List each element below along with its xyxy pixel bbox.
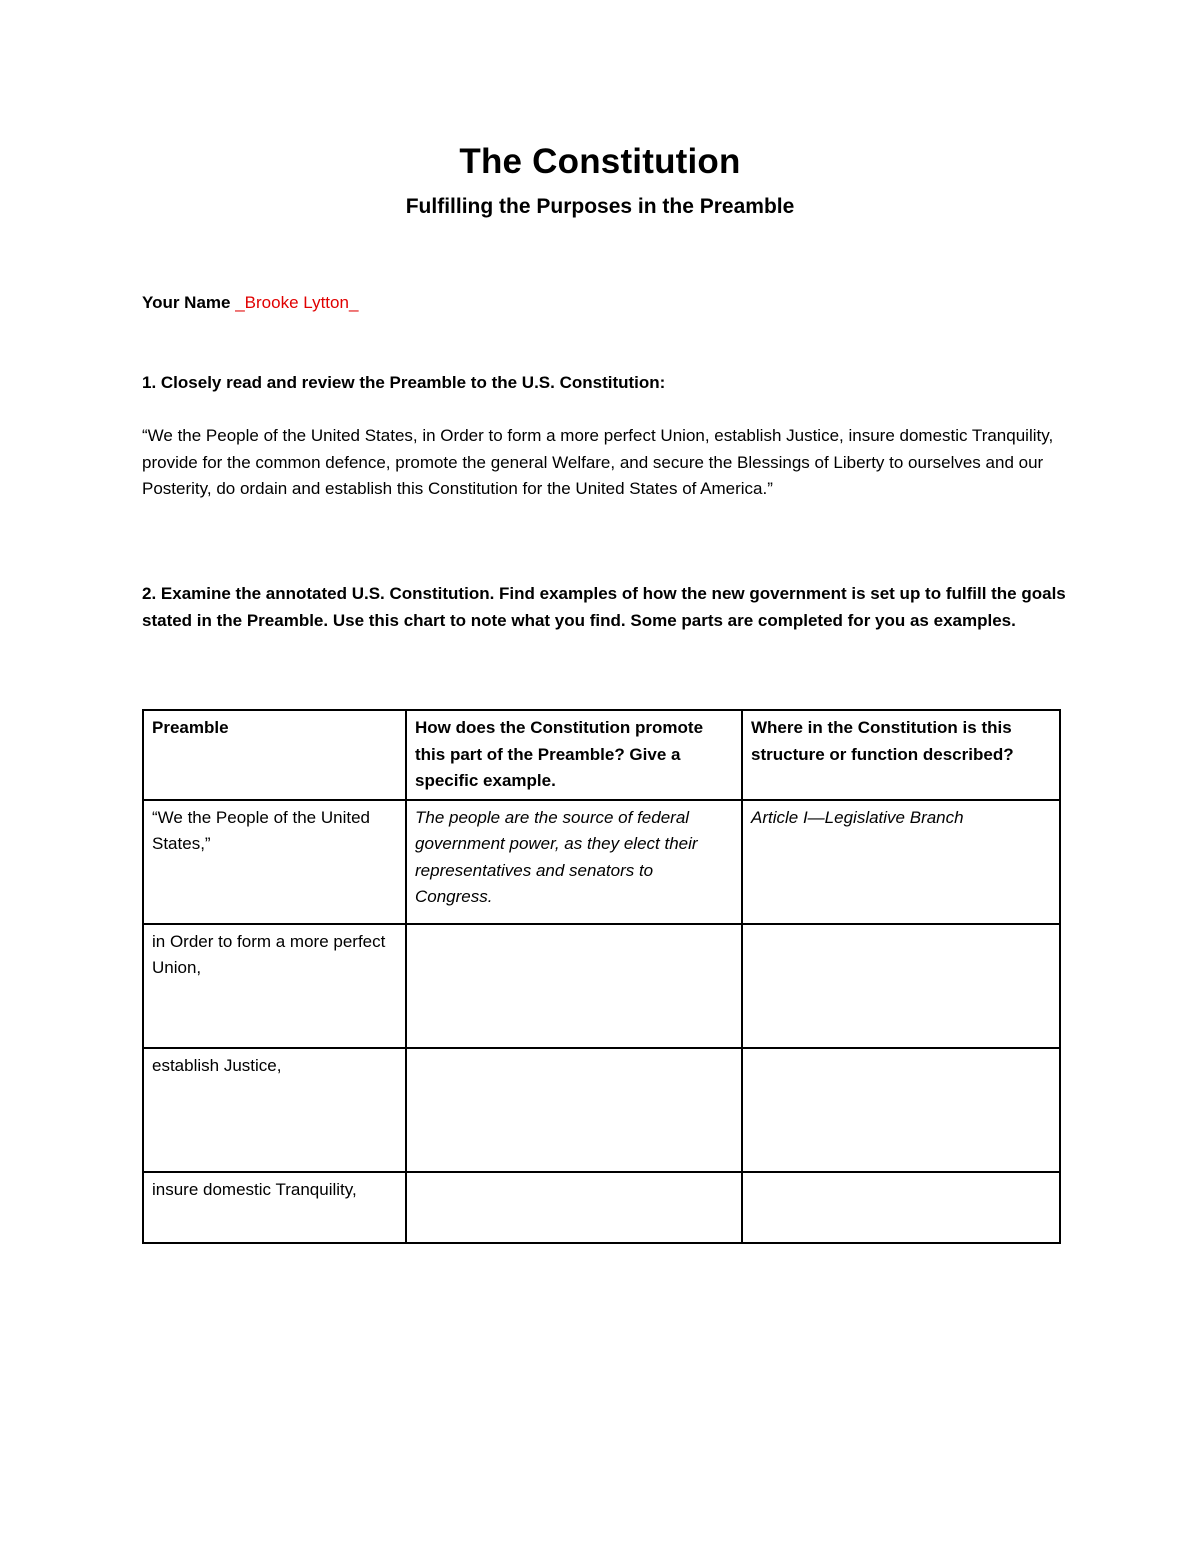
header-where: Where in the Constitution is this structure or function described? — [742, 710, 1060, 800]
preamble-chart — [142, 709, 1061, 1244]
cell-how[interactable] — [406, 1172, 742, 1243]
name-value[interactable]: _Brooke Lytton_ — [235, 293, 359, 312]
cell-preamble: in Order to form a more perfect Union, — [143, 924, 406, 1048]
cell-how[interactable] — [406, 924, 742, 1048]
table-header-row — [143, 710, 1060, 800]
table-row — [143, 1048, 1060, 1172]
cell-preamble: establish Justice, — [143, 1048, 406, 1172]
cell-how[interactable]: The people are the source of federal government power, as they elect their representatives and senators to Congress. — [406, 800, 742, 924]
question-2-prompt: 2. Examine the annotated U.S. Constitution. Find examples of how the new government is set up to fulfill the goals stated in the Preamble. Use this chart to note what you find. Some parts are completed for you as examples. — [142, 584, 1066, 630]
cell-where[interactable] — [742, 1048, 1060, 1172]
cell-preamble: “We the People of the United States,” — [143, 800, 406, 924]
table-row — [143, 800, 1060, 924]
cell-where[interactable] — [742, 1172, 1060, 1243]
header-preamble: Preamble — [143, 710, 406, 800]
name-label: Your Name — [142, 293, 236, 312]
cell-where[interactable] — [742, 924, 1060, 1048]
cell-where[interactable]: Article I—Legislative Branch — [742, 800, 1060, 924]
table-row — [143, 924, 1060, 1048]
preamble-quote: “We the People of the United States, in Order to form a more perfect Union, establish Justice, insure domestic Tranquility, provide for the common defence, promote the general Welfare, and secure the Blessings of Liberty to ourselves and our Posterity, do ordain and establish this Constitution for the United States of America.” — [142, 426, 1054, 498]
cell-how[interactable] — [406, 1048, 742, 1172]
header-how: How does the Constitution promote this part of the Preamble? Give a specific example. — [406, 710, 742, 800]
page-subtitle: Fulfilling the Purposes in the Preamble — [405, 195, 795, 218]
page-title: The Constitution — [459, 142, 741, 181]
cell-preamble: insure domestic Tranquility, — [143, 1172, 406, 1243]
table-row — [143, 1172, 1060, 1243]
name-line — [142, 293, 358, 313]
question-1-prompt: 1. Closely read and review the Preamble to the U.S. Constitution: — [142, 373, 666, 392]
